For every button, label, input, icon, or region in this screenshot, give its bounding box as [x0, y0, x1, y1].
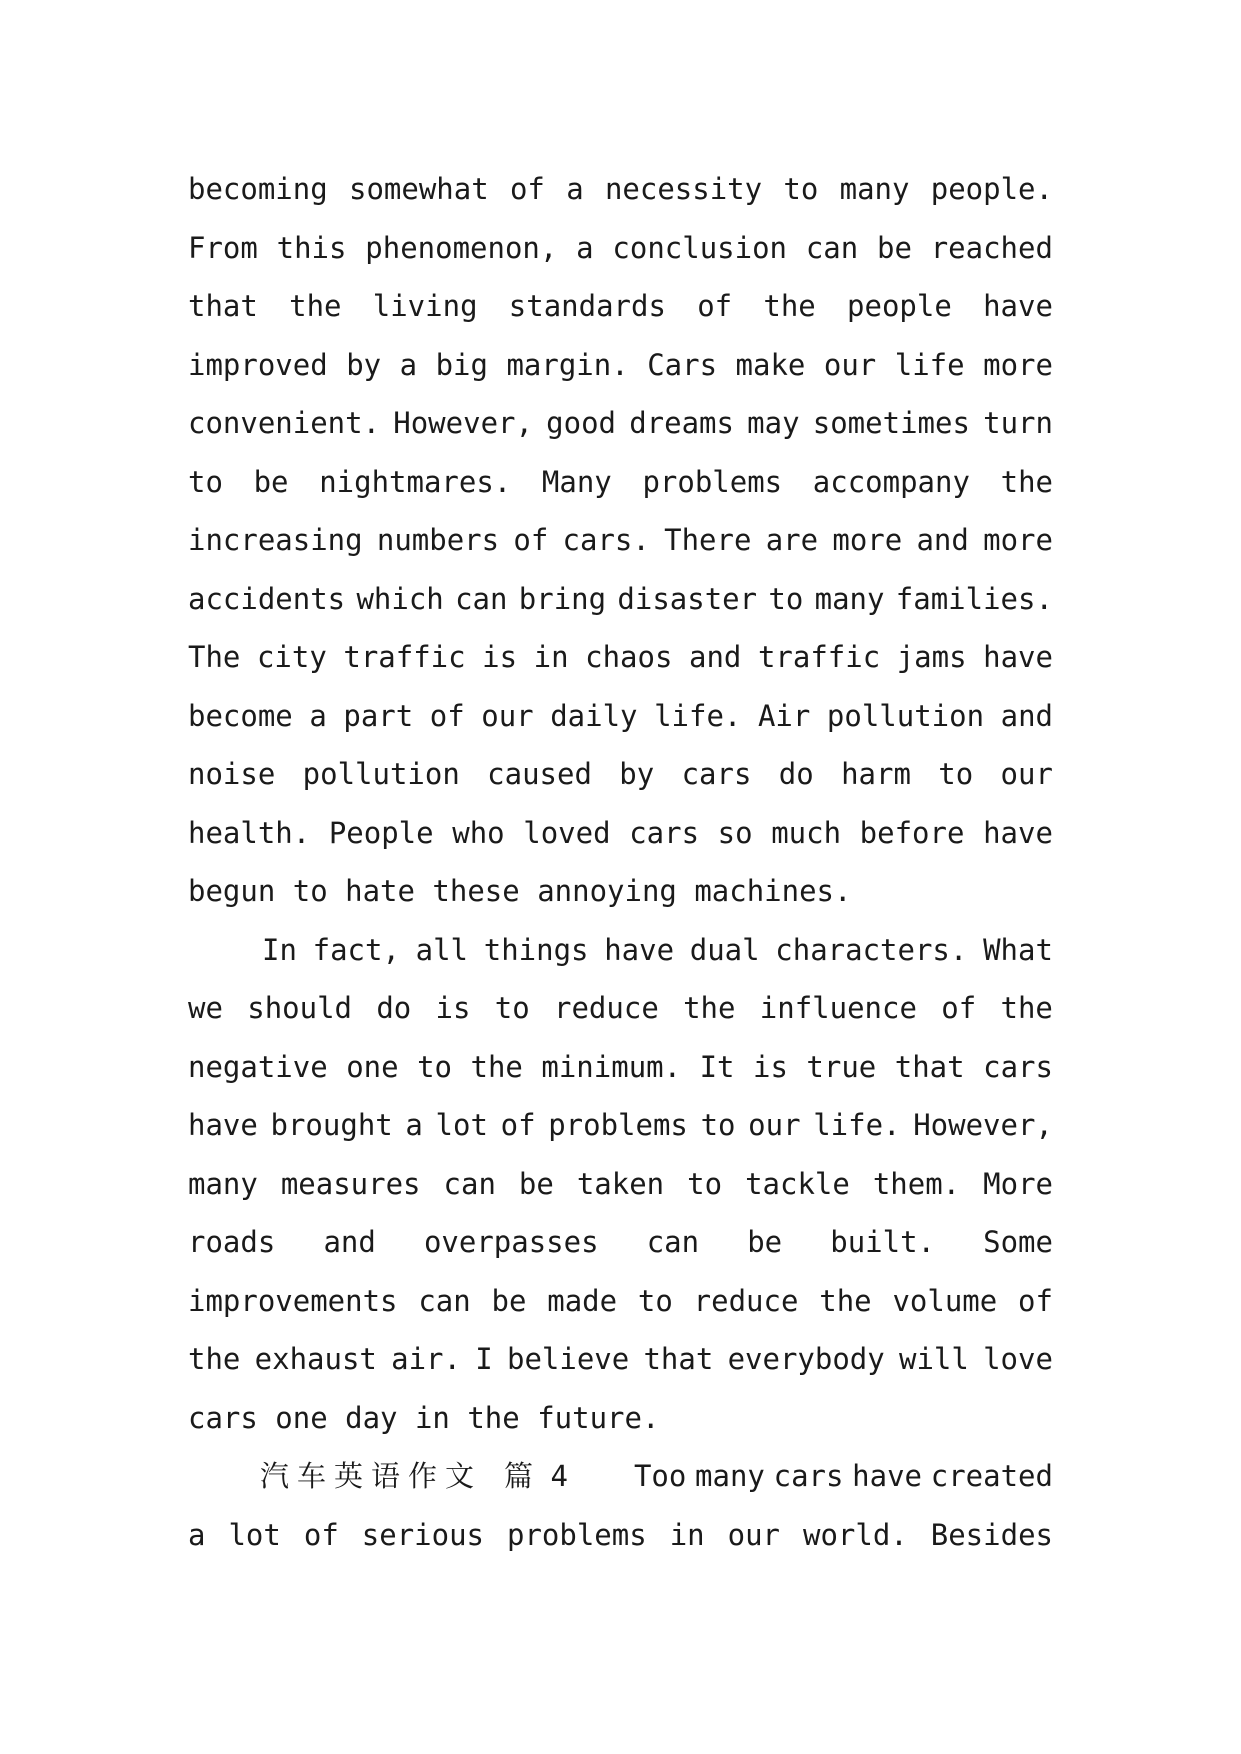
word: volume — [892, 1283, 998, 1318]
word: should — [247, 991, 352, 1025]
text-line — [188, 979, 1053, 1038]
word: of — [303, 1517, 339, 1552]
word: roads — [188, 1225, 276, 1259]
word: people. — [930, 172, 1053, 206]
word: to — [494, 991, 530, 1025]
body-text — [188, 160, 1053, 1564]
word: More — [983, 1166, 1053, 1201]
word: accompany — [812, 464, 970, 499]
word: this — [276, 230, 347, 265]
word: overpasses — [423, 1225, 599, 1259]
word: that — [188, 289, 258, 323]
word: our — [481, 698, 534, 733]
word: be — [491, 1283, 527, 1318]
word: It — [699, 1049, 735, 1084]
word: be — [518, 1166, 554, 1201]
text-line — [188, 1038, 1053, 1097]
word: have — [188, 1108, 258, 1142]
text-line — [188, 453, 1053, 512]
word: things — [483, 932, 589, 967]
word: lot — [228, 1517, 281, 1552]
text-line — [188, 277, 1053, 336]
word: everybody — [727, 1342, 885, 1376]
word: created — [930, 1459, 1053, 1493]
word: dual — [689, 932, 760, 967]
word: we — [188, 991, 223, 1025]
word: in — [533, 640, 569, 674]
word: them. — [872, 1166, 961, 1201]
word: before — [859, 815, 965, 850]
word: necessity — [604, 172, 763, 206]
word: will — [898, 1342, 969, 1376]
word: cars. — [562, 523, 650, 557]
word: good — [546, 406, 616, 440]
text-line — [188, 1155, 1053, 1214]
word: be — [877, 230, 912, 265]
word: convenient. — [188, 406, 381, 440]
word: people — [847, 289, 952, 323]
word: harm — [841, 757, 911, 791]
word: is — [435, 991, 471, 1025]
word: much — [771, 815, 842, 850]
word: the — [1000, 464, 1053, 499]
word: characters. — [775, 932, 968, 967]
word: From — [188, 230, 258, 265]
word: are — [765, 523, 819, 557]
word: true — [806, 1049, 877, 1084]
text-line — [188, 628, 1053, 687]
word: traffic — [757, 640, 881, 674]
word: improved — [188, 347, 328, 382]
word: have — [983, 640, 1053, 674]
word: can — [455, 581, 508, 616]
word: to — [783, 172, 819, 206]
word: problems — [548, 1108, 688, 1142]
word: life. — [813, 1108, 901, 1142]
text-line — [188, 1330, 1053, 1389]
word: love — [983, 1342, 1053, 1376]
word: and — [1000, 698, 1053, 733]
word: loved — [523, 815, 611, 850]
word: become — [188, 698, 293, 733]
word: cars — [681, 757, 752, 791]
word: Air — [757, 698, 811, 733]
word: more — [983, 523, 1053, 557]
word: the — [819, 1283, 872, 1318]
word: reduce — [554, 991, 659, 1025]
word: of — [941, 991, 977, 1025]
word: a — [566, 172, 584, 206]
word: the — [1000, 991, 1053, 1025]
word: and — [916, 523, 969, 557]
word: the — [470, 1049, 523, 1084]
word: our — [1000, 757, 1053, 791]
word: of — [509, 172, 545, 206]
word: Too — [633, 1459, 687, 1493]
word: improvements — [188, 1283, 398, 1318]
paragraph-lines — [188, 160, 1053, 1447]
word: a — [309, 698, 327, 733]
text-line — [188, 804, 1053, 863]
word: have — [983, 815, 1053, 850]
word: problems — [642, 464, 783, 499]
word: in — [669, 1517, 705, 1552]
word: sometimes — [812, 406, 970, 440]
word: cars — [773, 1459, 844, 1493]
final-line — [188, 1506, 1053, 1565]
word: somewhat — [348, 172, 489, 206]
word: However, — [393, 406, 533, 440]
word: and — [688, 640, 742, 674]
word: many — [814, 581, 885, 616]
word: have — [852, 1459, 923, 1493]
word: accidents — [188, 581, 346, 616]
word: conclusion — [612, 230, 788, 265]
word: to — [417, 1049, 452, 1084]
word: cars — [629, 815, 700, 850]
text-line — [188, 745, 1053, 804]
word: many — [695, 1459, 765, 1493]
text-line — [188, 921, 1053, 980]
word: becoming — [188, 172, 328, 206]
word: of — [429, 698, 465, 733]
text-line — [188, 336, 1053, 395]
word: is — [482, 640, 518, 674]
word: families. — [895, 581, 1053, 616]
word: jams — [896, 640, 967, 674]
word: to — [687, 1166, 723, 1201]
text-line — [188, 687, 1053, 746]
word: have — [604, 932, 675, 967]
word: I — [475, 1342, 493, 1376]
word: health. — [188, 815, 311, 850]
word: our — [727, 1517, 780, 1552]
word: problems — [507, 1517, 647, 1552]
word: part — [343, 698, 414, 733]
word: nightmares. — [319, 464, 512, 499]
word: the — [188, 1342, 241, 1376]
word: air. — [391, 1342, 461, 1376]
word: life — [894, 347, 965, 382]
word: by — [346, 347, 382, 382]
word: fact, — [312, 932, 400, 967]
word: many — [188, 1166, 258, 1201]
word: city — [256, 640, 327, 674]
text-line — [188, 570, 1053, 629]
word: pollution — [302, 757, 460, 791]
word: do — [778, 757, 814, 791]
word: a — [576, 230, 594, 265]
word: tackle — [745, 1166, 850, 1201]
word: more — [832, 523, 903, 557]
word: to — [938, 757, 974, 791]
word: cars — [983, 1049, 1053, 1084]
word: to — [188, 464, 223, 499]
word: numbers — [376, 523, 500, 557]
word: turn — [983, 406, 1053, 440]
text-line: begun to hate these annoying machines. — [188, 874, 852, 908]
word: life. — [654, 698, 742, 733]
word: measures — [280, 1166, 421, 1201]
word: There — [664, 523, 752, 557]
word: built. — [830, 1225, 936, 1259]
word: who — [452, 815, 505, 850]
word: reached — [930, 230, 1053, 265]
word: one — [346, 1049, 399, 1084]
word: Many — [541, 464, 612, 499]
word: of — [1018, 1283, 1053, 1318]
text-line: cars one day in the future. — [188, 1400, 660, 1435]
word: daily — [550, 698, 638, 733]
essay-heading-number: 篇 4 — [504, 1459, 568, 1493]
word: margin. — [506, 347, 629, 382]
word: standards — [508, 289, 666, 323]
word: of — [513, 523, 549, 557]
word: a — [399, 347, 418, 382]
word: of — [500, 1108, 536, 1142]
word: What — [983, 932, 1053, 967]
word: can — [646, 1225, 700, 1259]
text-line — [188, 1506, 1053, 1565]
text-line — [188, 511, 1053, 570]
word: a — [188, 1517, 206, 1552]
essay-heading-title: 汽车英语作文 — [260, 1459, 483, 1493]
essay-heading-line — [188, 1447, 1053, 1506]
word: serious — [361, 1517, 484, 1552]
text-line — [188, 1096, 1053, 1155]
word: increasing — [188, 523, 363, 557]
word: In — [262, 932, 297, 967]
word: exhaust — [254, 1342, 377, 1376]
word: lot — [435, 1108, 488, 1142]
word: disaster — [617, 581, 758, 616]
word: The — [188, 640, 241, 674]
word: so — [717, 815, 753, 850]
word: the — [683, 991, 736, 1025]
word: taken — [576, 1166, 665, 1201]
word: may — [747, 406, 800, 440]
word: is — [753, 1049, 788, 1084]
word: to — [637, 1283, 673, 1318]
word: make — [735, 347, 806, 382]
word: can — [805, 230, 859, 265]
word: a — [405, 1108, 423, 1142]
word: brought — [270, 1108, 393, 1142]
text-line — [188, 1272, 1053, 1331]
word: negative — [188, 1049, 328, 1084]
word: be — [253, 464, 289, 499]
word: caused — [487, 757, 592, 791]
word: Some — [983, 1225, 1053, 1259]
word: have — [983, 289, 1053, 323]
word: big — [435, 347, 488, 382]
word: do — [376, 991, 412, 1025]
word: People — [328, 815, 434, 850]
word: However, — [913, 1108, 1053, 1142]
word: can — [443, 1166, 496, 1201]
word: Besides — [930, 1517, 1053, 1552]
word: living — [372, 289, 478, 323]
word: can — [418, 1283, 471, 1318]
text-line — [188, 219, 1053, 278]
word: the — [763, 289, 816, 323]
word: bring — [518, 581, 607, 616]
word: that — [894, 1049, 965, 1084]
word: noise — [188, 757, 276, 791]
word: and — [323, 1225, 376, 1259]
word: believe — [506, 1342, 630, 1376]
word: our — [823, 347, 877, 382]
word: to — [700, 1108, 736, 1142]
word: of — [697, 289, 733, 323]
word: many — [839, 172, 910, 206]
word: pollution — [826, 698, 985, 733]
word: our — [748, 1108, 801, 1142]
word: made — [547, 1283, 618, 1318]
word: reduce — [693, 1283, 799, 1318]
word: influence — [759, 991, 917, 1025]
word: that — [643, 1342, 714, 1376]
word: minimum. — [541, 1049, 682, 1084]
word: all — [415, 932, 469, 967]
word: phenomenon, — [365, 230, 558, 265]
text-line — [188, 394, 1053, 453]
word: by — [619, 757, 655, 791]
word: Cars — [647, 347, 718, 382]
text-line — [188, 1213, 1053, 1272]
essay-heading-continuation — [634, 1447, 1053, 1506]
word: the — [289, 289, 342, 323]
word: chaos — [585, 640, 673, 674]
text-line — [188, 160, 1053, 219]
word: which — [356, 581, 444, 616]
word: be — [747, 1225, 783, 1259]
word: to — [768, 581, 804, 616]
word: world. — [803, 1517, 908, 1552]
word: traffic — [343, 640, 466, 674]
word: dreams — [629, 406, 734, 440]
word: more — [983, 347, 1053, 382]
